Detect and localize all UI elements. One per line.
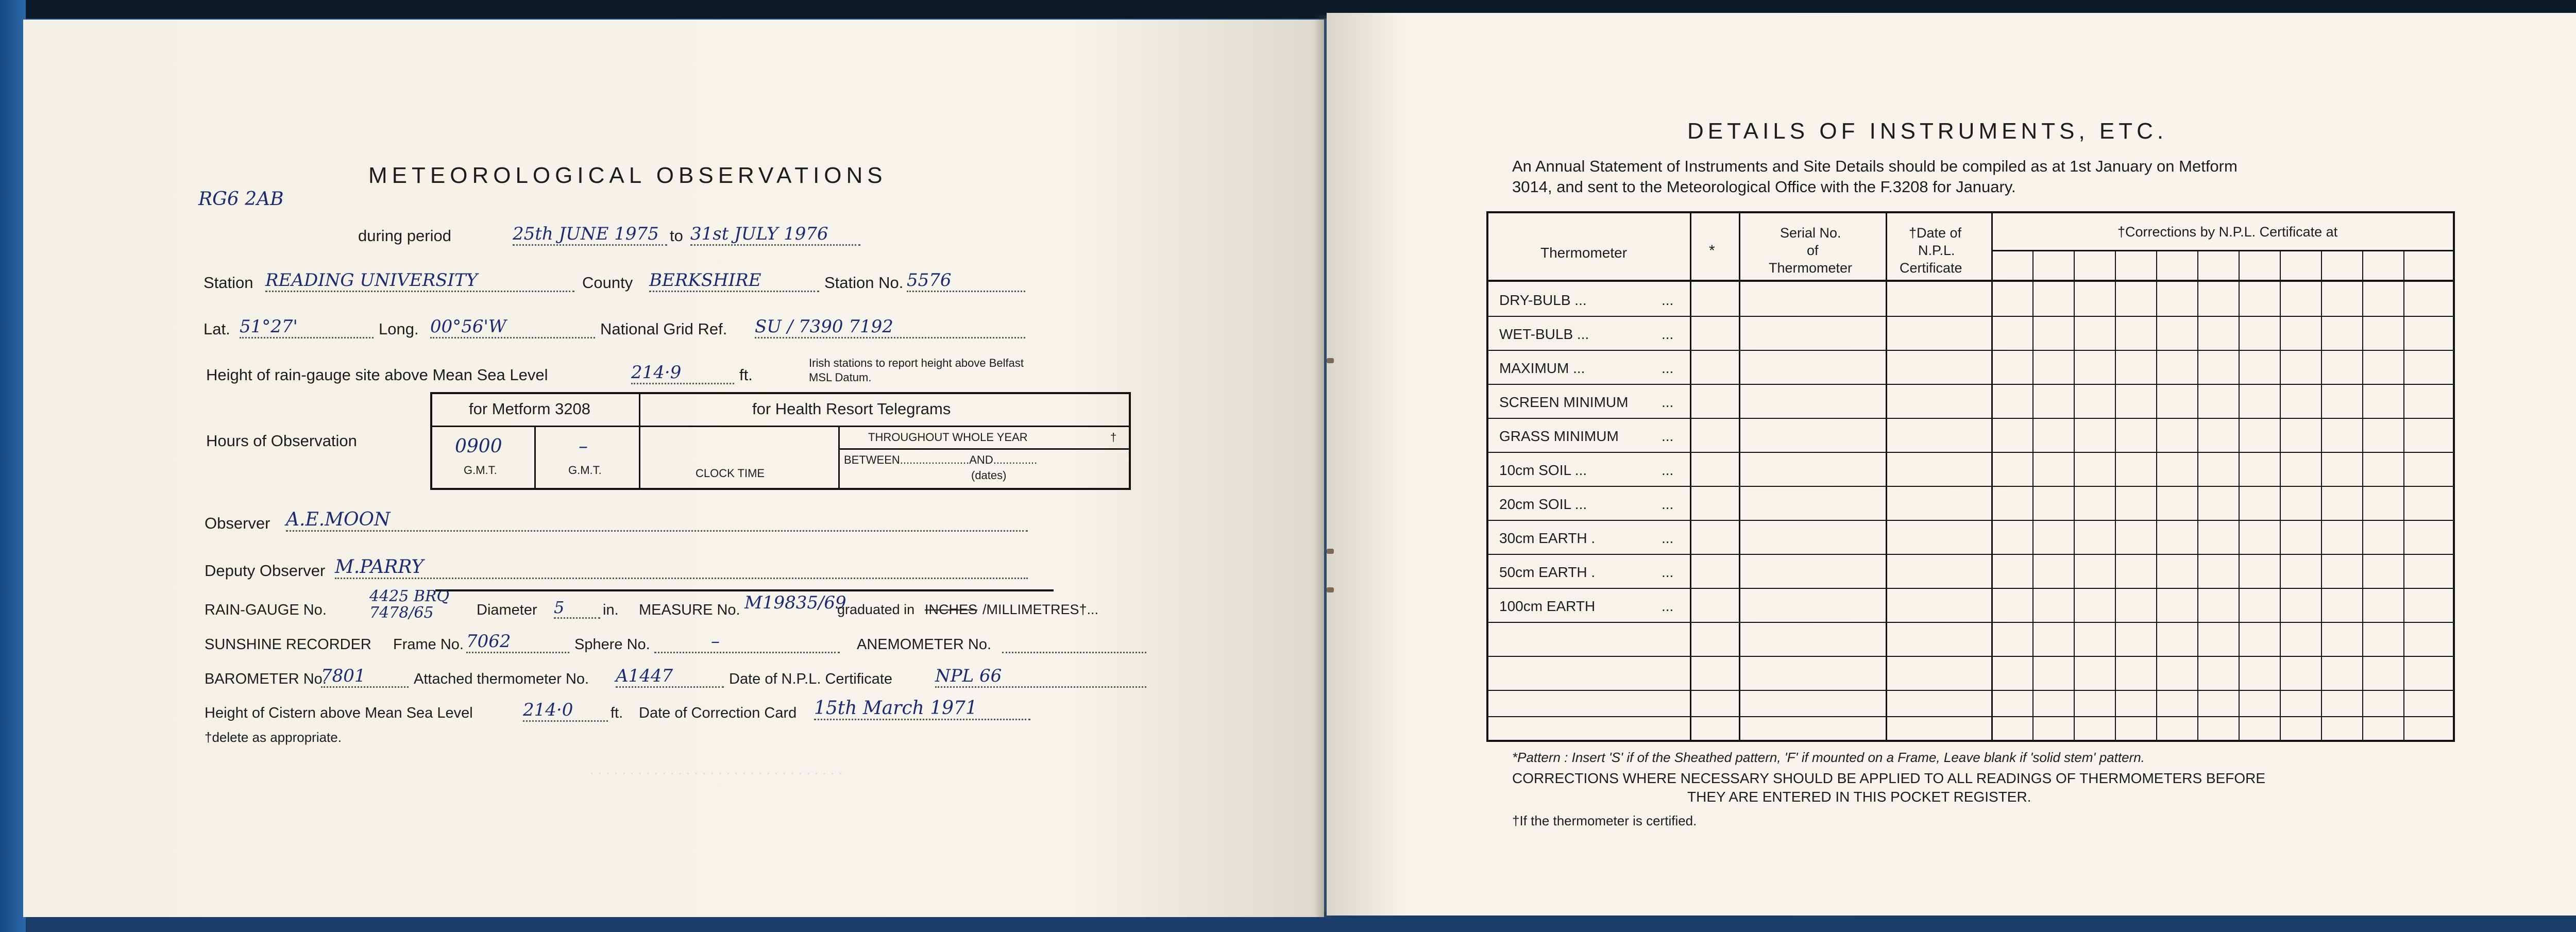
grid-ref-label: National Grid Ref. [600,320,727,338]
show-through-text: . . . . . . . . . . . . . . . . . . . . . . . . . . . . . . . . [590,761,843,777]
millimetres-label: /MILLIMETRES†... [982,602,1099,617]
cistern-label: Height of Cistern above Mean Sea Level [205,705,473,721]
col-header-serial-l2: of [1807,243,1819,258]
barometer-value: 7801 [321,666,409,688]
row-label-maximum: MAXIMUM ... [1499,360,1585,376]
metform-header: for Metform 3208 [469,400,591,418]
row-label-100cm-earth: 100cm EARTH [1499,598,1596,614]
frame-value: 7062 [466,631,569,653]
between-label: BETWEEN......................AND.............. [844,453,1038,466]
row-label-dry-bulb: DRY-BULB ... [1499,292,1587,308]
period-to-value: 31st JULY 1976 [690,224,860,246]
row-label-20cm-soil: 20cm SOIL ... [1499,496,1587,512]
anemometer-value-line [1002,631,1146,653]
row-dots: ... [1662,394,1674,410]
cistern-unit: ft. [611,705,623,721]
rain-gauge-label: RAIN-GAUGE No. [205,602,327,618]
row-dots: ... [1662,496,1674,512]
row-dots: ... [1662,530,1674,546]
row-dots: ... [1662,360,1674,376]
period-label: during period [358,227,451,245]
lat-value: 51°27' [240,316,374,338]
clock-time-label: CLOCK TIME [696,467,765,480]
graduated-label: graduated in [837,602,915,617]
hours-time2: – [579,436,588,457]
inches-struck: INCHES [925,602,978,617]
barometer-label: BAROMETER No. [205,671,327,687]
col-header-pattern: * [1709,242,1715,259]
col-header-corrections: †Corrections by N.P.L. Certificate at [2117,224,2338,240]
col-header-serial-l3: Thermometer [1769,260,1853,276]
grid-ref-value: SU / 7390 7192 [755,316,1025,338]
delete-footnote: †delete as appropriate. [205,730,342,745]
pattern-note: *Pattern : Insert 'S' if of the Sheathed pattern, 'F' if mounted on a Frame, Leave blank if 'solid stem' pattern. [1512,750,2145,765]
diameter-value: 5 [554,598,600,619]
observer-value: A.E.MOON [286,509,1028,532]
correction-card-label: Date of Correction Card [639,705,797,721]
row-dots: ... [1662,462,1674,478]
frame-label: Frame No. [393,636,464,653]
row-label-30cm-earth: 30cm EARTH . [1499,530,1596,546]
row-label-10cm-soil: 10cm SOIL ... [1499,462,1587,478]
row-dots: ... [1662,598,1674,614]
hours-time1: 0900 [455,436,502,457]
row-label-wet-bulb: WET-BULB ... [1499,326,1589,342]
hours-label: Hours of Observation [206,432,357,450]
correction-card-value: 15th March 1971 [814,698,1030,720]
sunshine-label: SUNSHINE RECORDER [205,636,371,653]
long-value: 00°56'W [430,316,595,338]
deputy-observer-label: Deputy Observer [205,562,326,580]
irish-note-line2: MSL Datum. [809,371,872,384]
height-label: Height of rain-gauge site above Mean Sea Level [206,366,548,384]
col-header-date-l3: Certificate [1900,260,1962,276]
col-header-date-l2: N.P.L. [1918,243,1955,258]
measure-value: M19835/69 [744,592,846,613]
row-dots: ... [1662,564,1674,580]
health-resort-header: for Health Resort Telegrams [752,400,951,418]
throughout-dagger: † [1110,431,1117,444]
sphere-label: Sphere No. [574,636,650,653]
dates-label: (dates) [971,469,1007,482]
attached-thermometer-value: A1447 [616,666,724,688]
right-page [1327,13,2576,916]
station-no-label: Station No. [824,274,904,292]
cistern-value: 214·0 [523,700,608,722]
sphere-value: – [654,631,840,653]
col-header-thermometer: Thermometer [1540,245,1628,261]
hours-time2-unit: G.M.T. [568,464,602,477]
corner-postcode: RG6 2AB [198,189,284,210]
measure-label: MEASURE No. [639,602,740,618]
row-label-screen-minimum: SCREEN MINIMUM [1499,394,1629,410]
left-page [23,20,1324,917]
intro-line1: An Annual Statement of Instruments and Site Details should be compiled as at 1st January on Metform [1512,157,2238,175]
anemometer-label: ANEMOMETER No. [857,636,992,653]
station-no-value: 5576 [907,270,1025,292]
corrections-note-line2: THEY ARE ENTERED IN THIS POCKET REGISTER. [1687,789,2031,805]
rain-gauge-value: 4425 BRQ [369,587,450,605]
page-title-details-of-instruments: DETAILS OF INSTRUMENTS, ETC. [1687,118,2168,144]
lat-label: Lat. [204,320,230,338]
intro-line2: 3014, and sent to the Meteorological Office with the F.3208 for January. [1512,178,2016,196]
rain-gauge-value2: 7478/65 [369,604,434,622]
period-from-value: 25th JUNE 1975 [513,224,667,246]
attached-thermometer-label: Attached thermometer No. [414,671,589,687]
row-dots: ... [1662,292,1674,308]
hours-time1-unit: G.M.T. [464,464,497,477]
diameter-label: Diameter [477,602,537,618]
long-label: Long. [379,320,419,338]
corrections-note-line1: CORRECTIONS WHERE NECESSARY SHOULD BE APPLIED TO ALL READINGS OF THERMOMETERS BEFORE [1512,770,2266,786]
row-label-grass-minimum: GRASS MINIMUM [1499,428,1619,444]
row-dots: ... [1662,428,1674,444]
period-to-label: to [670,227,683,245]
row-label-50cm-earth: 50cm EARTH . [1499,564,1596,580]
throughout-year-label: THROUGHOUT WHOLE YEAR [868,431,1028,444]
col-header-serial-l1: Serial No. [1780,225,1841,241]
diameter-unit: in. [603,602,619,618]
instruments-table [1486,211,2455,742]
height-value: 214·9 [631,362,734,384]
page-title-meteorological-observations: METEOROLOGICAL OBSERVATIONS [368,163,887,188]
county-label: County [582,274,633,292]
binding-left [0,0,26,932]
height-unit: ft. [739,366,753,384]
npl-certificate-label: Date of N.P.L. Certificate [729,671,893,687]
row-dots: ... [1662,326,1674,342]
county-value: BERKSHIRE [649,270,819,292]
station-value: READING UNIVERSITY [265,270,574,292]
deputy-observer-value: M.PARRY [335,556,1028,579]
certified-note: †If the thermometer is certified. [1512,813,1697,828]
observer-label: Observer [205,514,270,532]
station-label: Station [204,274,253,292]
col-header-date-l1: †Date of [1909,225,1962,241]
irish-note-line1: Irish stations to report height above Belfast [809,357,1024,369]
npl-certificate-value: NPL 66 [935,666,1146,688]
